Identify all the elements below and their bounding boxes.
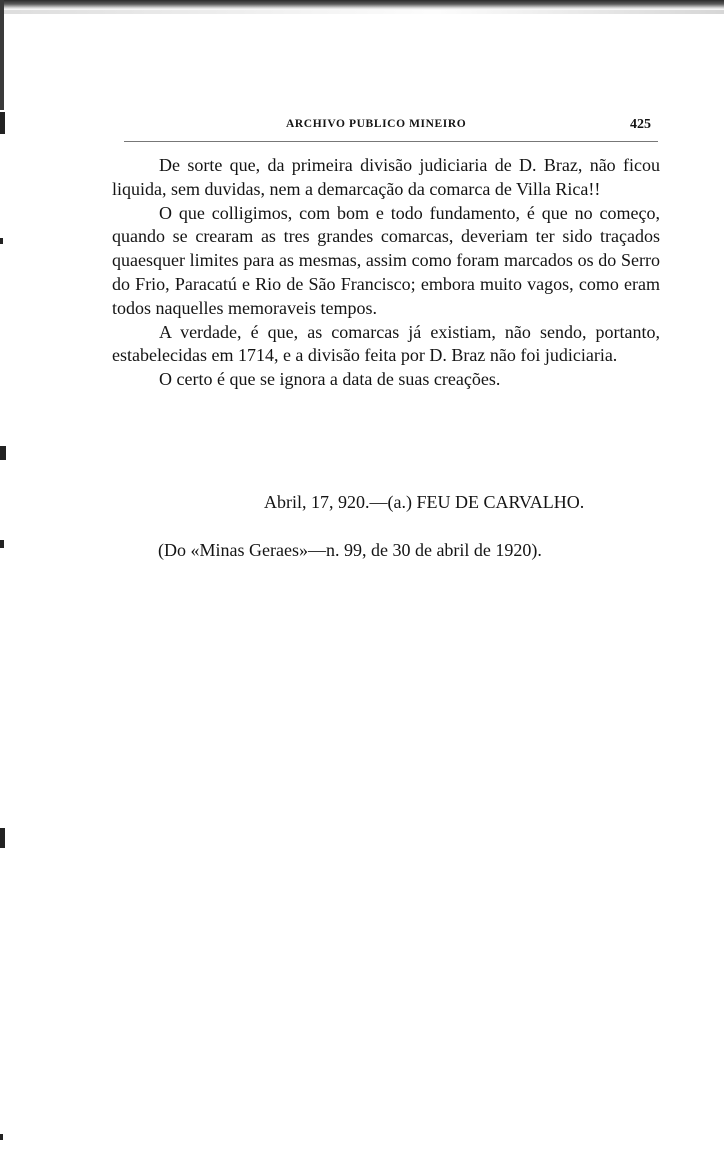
scan-left-edge — [0, 0, 4, 110]
body-text — [112, 154, 660, 392]
scan-top-shadow — [0, 10, 724, 14]
paragraph: O certo é que se ignora a data de suas creações. — [159, 369, 501, 390]
scan-left-mark — [0, 540, 4, 548]
signature-line: Abril, 17, 920.—(a.) FEU DE CARVALHO. — [264, 492, 585, 512]
paragraph: A verdade, é que, as comarcas já existiam, não sendo, portanto, estabelecidas em 1714, e a divisão feita por D. Braz não foi judiciaria. — [112, 321, 660, 366]
scan-top-edge — [0, 0, 724, 10]
scan-left-mark — [0, 112, 5, 134]
paragraph: De sorte que, da primeira divisão judiciaria de D. Braz, não ficou liquida, sem duvidas, nem a demarcação da comarca de Villa Rica!! — [112, 155, 660, 199]
source-note: (Do «Minas Geraes»—n. 99, de 30 de abril de 1920). — [158, 540, 542, 560]
paragraph: O que colligimos, com bom e todo fundamento, é que no começo, quando se crearam as tres grandes comarcas, deveriam ter sido traçados quaesquer limites para as mesmas, assim como foram marcados os do Serro do Frio, Paracatú e Rio de São Francisco; embora muito vagos, como eram todos naquelles memoraveis tempos. — [112, 202, 660, 318]
scan-left-mark — [0, 238, 3, 244]
scan-left-mark — [0, 828, 5, 848]
header-rule — [124, 141, 658, 142]
scan-left-mark — [0, 446, 6, 460]
running-header: ARCHIVO PUBLICO MINEIRO — [286, 118, 467, 130]
page-number: 425 — [630, 117, 651, 132]
scan-left-mark — [0, 1134, 3, 1140]
